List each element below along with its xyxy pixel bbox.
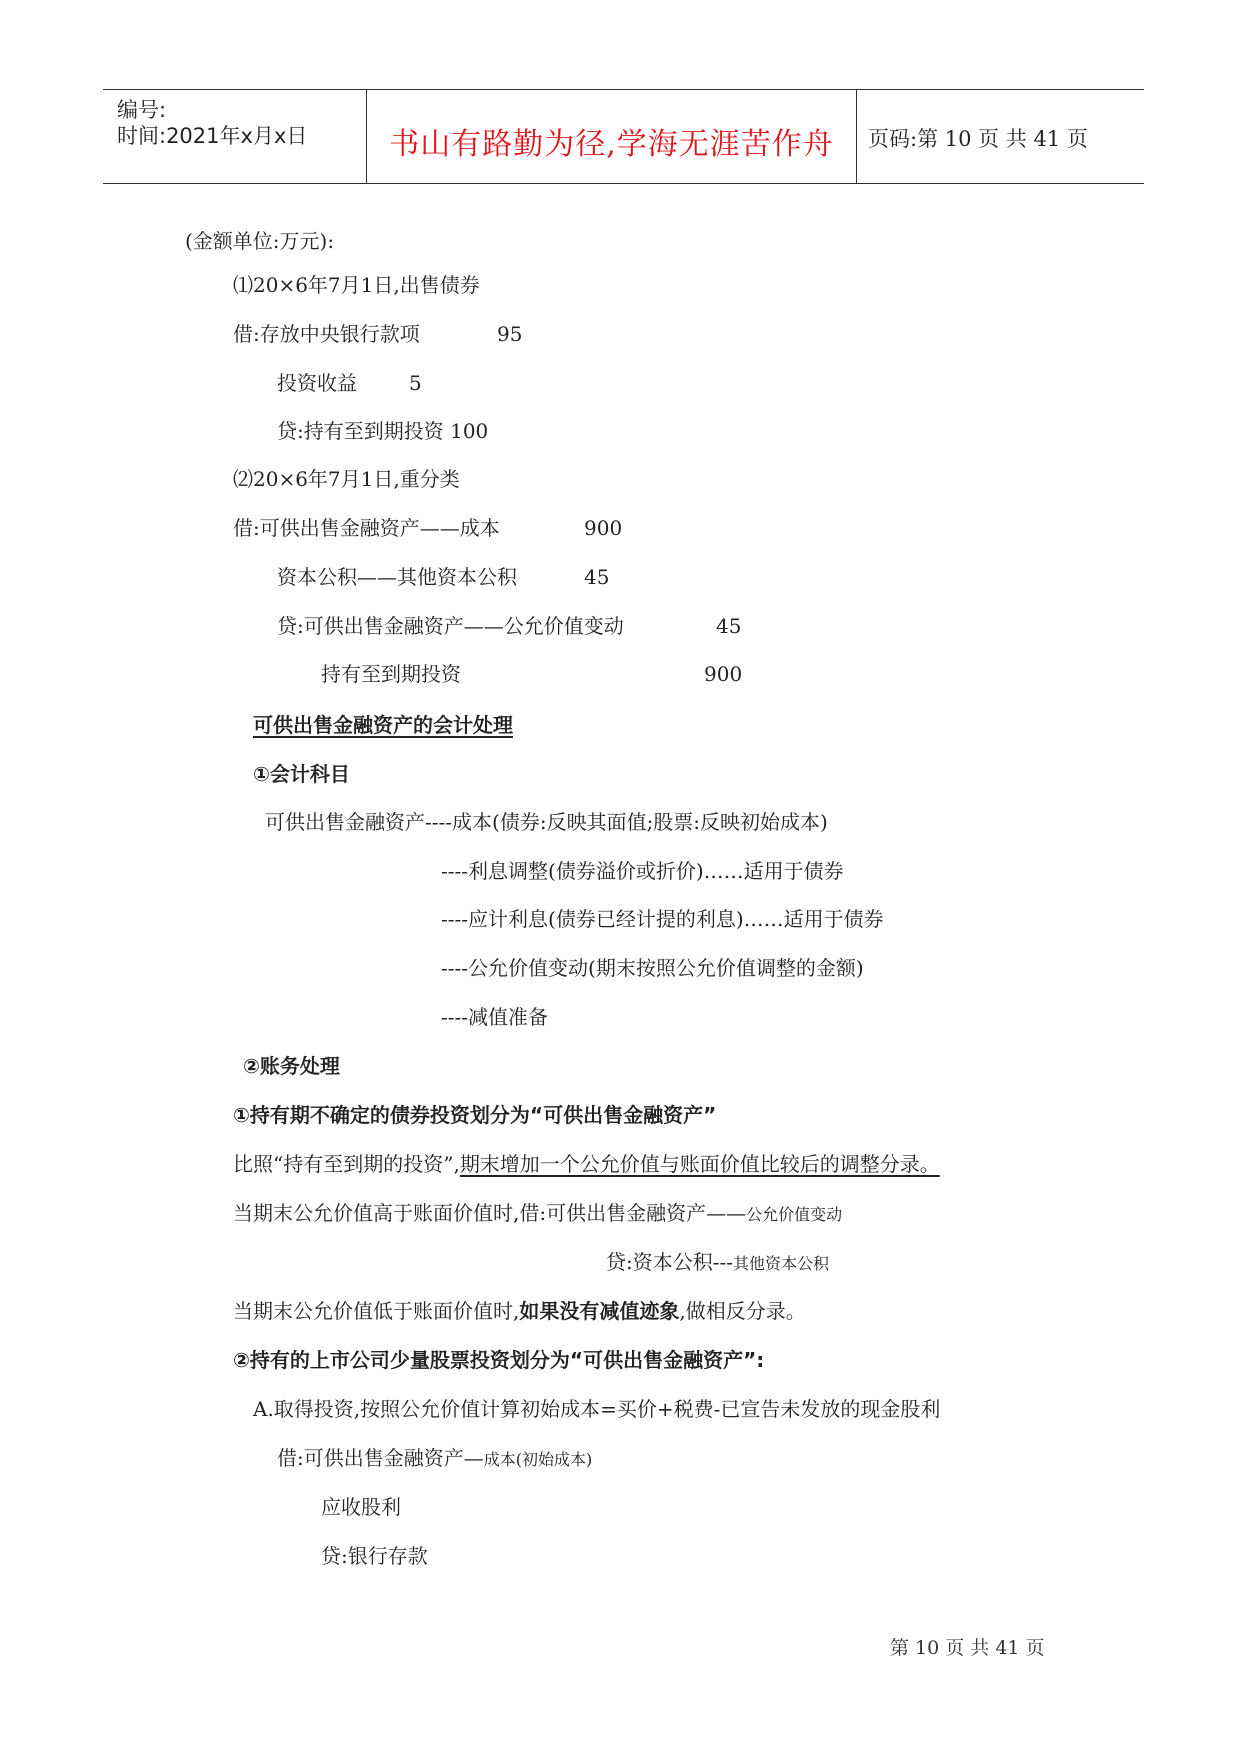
page-header xyxy=(103,89,1144,184)
case-2-debit-1 xyxy=(277,1445,592,1473)
header-right-cell xyxy=(856,90,1144,183)
entry-1-debit-2-amount: 5 xyxy=(409,371,422,395)
account-line-1: 可供出售金融资产----成本(债券:反映其面值;股票:反映初始成本) xyxy=(265,810,828,834)
case-1-line-2-small: 公允价值变动 xyxy=(746,1205,843,1224)
entry-2-title: ⑵20×6年7月1日,重分类 xyxy=(233,467,460,491)
entry-1-debit-1-amount: 95 xyxy=(497,322,523,346)
header-page-info: 页码:第 10 页 共 41 页 xyxy=(868,127,1088,151)
case-1-line-2-lead: 当期末公允价值高于账面价值时,借:可供出售金融资产—— xyxy=(233,1201,747,1225)
case-2-credit: 贷:银行存款 xyxy=(321,1544,428,1568)
case-2-step-a: A.取得投资,按照公允价值计算初始成本=买价+税费-已宣告未发放的现金股利 xyxy=(253,1397,941,1421)
subsection-accounts: ①会计科目 xyxy=(253,762,350,786)
entry-2-credit-2: 持有至到期投资 xyxy=(321,662,461,686)
case-1-line-1-lead: 比照“持有至到期的投资”, xyxy=(233,1152,460,1176)
case-1-line-4-tail: ,做相反分录。 xyxy=(679,1299,806,1323)
case-1-line-4 xyxy=(233,1298,806,1324)
entry-1-credit: 贷:持有至到期投资 100 xyxy=(277,419,489,443)
subsection-entries: ②账务处理 xyxy=(243,1054,340,1078)
case-1-line-3-lead: 贷:资本公积--- xyxy=(606,1250,734,1274)
case-2-debit-2: 应收股利 xyxy=(321,1495,401,1519)
account-line-5: ----减值准备 xyxy=(441,1005,549,1029)
case-1-line-3-small: 其他资本公积 xyxy=(733,1254,830,1273)
entry-2-credit-2-amount: 900 xyxy=(704,662,743,686)
header-center-cell xyxy=(366,90,857,183)
entry-1-debit-2: 投资收益 xyxy=(277,371,357,395)
entry-2-debit-2-amount: 45 xyxy=(584,565,610,589)
page-footer: 第 10 页 共 41 页 xyxy=(890,1637,1045,1659)
account-line-3: ----应计利息(债券已经计提的利息)……适用于债券 xyxy=(441,907,884,931)
entry-2-debit-2: 资本公积——其他资本公积 xyxy=(277,565,517,589)
case-2-debit-1-lead: 借:可供出售金融资产— xyxy=(277,1446,484,1470)
section-title: 可供出售金融资产的会计处理 xyxy=(253,713,513,737)
case-1-line-4-bold: 如果没有减值迹象 xyxy=(519,1299,680,1323)
entry-1-title: ⑴20×6年7月1日,出售债券 xyxy=(233,273,480,297)
account-line-2: ----利息调整(债券溢价或折价)……适用于债券 xyxy=(441,859,844,883)
header-motto: 书山有路勤为径,学海无涯苦作舟 xyxy=(389,127,834,162)
case-1-line-1 xyxy=(233,1151,940,1177)
entry-2-credit-1: 贷:可供出售金融资产——公允价值变动 xyxy=(277,614,624,638)
document-number-label: 编号: xyxy=(117,98,167,122)
entry-2-credit-1-amount: 45 xyxy=(716,614,742,638)
account-line-4: ----公允价值变动(期末按照公允价值调整的金额) xyxy=(441,956,864,980)
case-1-title: ①持有期不确定的债券投资划分为“可供出售金融资产” xyxy=(233,1103,717,1127)
document-time-label: 时间:2021年x月x日 xyxy=(117,124,308,148)
entry-2-debit-1-amount: 900 xyxy=(584,516,623,540)
header-left-cell xyxy=(103,90,366,183)
unit-note: (金额单位:万元): xyxy=(185,229,335,253)
case-1-line-1-underlined: 期末增加一个公允价值与账面价值比较后的调整分录。 xyxy=(459,1152,940,1176)
case-1-line-3 xyxy=(606,1249,829,1277)
case-1-line-4-lead: 当期末公允价值低于账面价值时, xyxy=(233,1299,520,1323)
entry-2-debit-1: 借:可供出售金融资产——成本 xyxy=(233,516,500,540)
case-2-title: ②持有的上市公司少量股票投资划分为“可供出售金融资产”: xyxy=(233,1348,765,1372)
case-2-debit-1-small: 成本(初始成本) xyxy=(483,1450,593,1469)
case-1-line-2 xyxy=(233,1200,842,1228)
entry-1-debit-1: 借:存放中央银行款项 xyxy=(233,322,420,346)
